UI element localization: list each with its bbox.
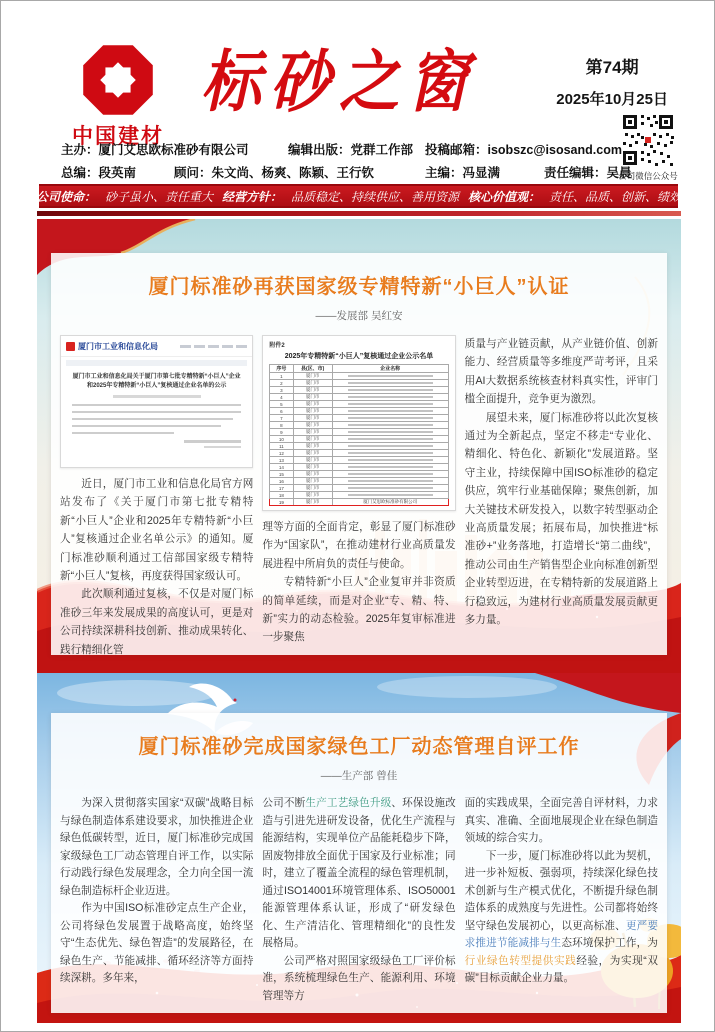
company-values-banner xyxy=(35,184,682,208)
masthead-advisors: 顾问：朱文尚、杨爽、陈颖、王行钦 xyxy=(174,166,375,180)
gov-site-header xyxy=(61,336,252,357)
gov-nav-placeholder xyxy=(180,345,247,348)
gazette-row: 12 厦门市 xyxy=(270,450,448,457)
text-segment: 公司不断 xyxy=(262,797,306,809)
values-text: 责任、品质、创新、绩效 xyxy=(549,189,682,204)
article1-columns xyxy=(51,323,667,659)
article2-paragraph: 作为中国ISO标准砂定点生产企业，公司将绿色发展置于战略高度，始终坚守“生态优先、绿色智造”的发展路径，在绿色生产、节能减排、循环经济等方面持续深耕。多年来， xyxy=(60,902,254,984)
attachment-label: 附件2 xyxy=(269,343,285,349)
text-segment: 下一步，厦门标准砂将以此为契机，进一步补短板、强弱项，持续深化绿色技术创新与生产模式优化，不断提升绿色制造体系的成熟度与先进性。公司都将始终坚守绿色发展初心，以更高标准、 xyxy=(464,849,658,932)
article2-column-2 xyxy=(262,795,455,1005)
article1-column-2 xyxy=(262,335,455,659)
article2-paragraph: 为深入贯彻落实国家“双碳”战略目标与绿色制造体系建设要求，加快推进企业绿色低碳转型，近日，厦门标准砂完成国家级绿色工厂动态管理自评工作，以实际行动践行绿色发展理念，全力向全国一流绿色制造标杆企业迈进。 xyxy=(60,797,254,897)
paper-title: 标砂之窗 xyxy=(201,43,477,122)
article1-column-1 xyxy=(60,335,253,659)
gov-website-screenshot xyxy=(60,335,253,468)
gazette-row: 14 厦门市 xyxy=(270,464,448,471)
article2-column-1 xyxy=(60,795,253,1005)
article2-paragraph: 公司严格对照国家级绿色工厂评价标准，系统梳理绿色生产、能源利用、环境管理等方 xyxy=(262,954,456,1002)
highlighted-text-segment: 生产工艺绿色升级 xyxy=(305,797,392,809)
gov-document-body xyxy=(61,366,252,448)
article1-paragraph: 此次顺利通过复核，不仅是对厦门标准砂三年来发展成果的高度认可，更是对公司持续深耕科技创新、推动成果转化、践行精细化管 xyxy=(60,588,254,656)
article2-byline: ——生产部 曾佳 xyxy=(320,770,398,782)
gazette-row: 3 厦门市 xyxy=(270,387,448,394)
article2-columns xyxy=(51,783,667,1005)
text-segment: 态环境保护工作，为 xyxy=(561,937,658,949)
issue-number: 第74期 xyxy=(585,58,639,77)
gazette-col-company: 企业名称 xyxy=(332,365,448,373)
text-segment: 经验，为实现“双碳”目标贡献企业力量。 xyxy=(464,954,658,984)
policy-text: 品质稳定、持续供应、善用资源 xyxy=(291,189,460,204)
article1-paragraph: 理等方面的全面肯定，彰显了厦门标准砂作为“国家队”，在推动建材行业高质量发展进程中所肩负的责任与使命。 xyxy=(262,521,456,570)
gazette-row: 5 厦门市 xyxy=(270,401,448,408)
gov-date-placeholder xyxy=(204,446,241,449)
article2-title: 厦门标准砂完成国家绿色工厂动态管理自评工作 xyxy=(138,736,580,758)
masthead-publisher: 编辑出版：党群工作部 xyxy=(288,143,414,157)
article1-title: 厦门标准砂再获国家级专精特新“小巨人”认证 xyxy=(148,276,570,298)
logo-org-name: 中国建材 xyxy=(72,125,164,148)
gazette-col-no: 序号 xyxy=(270,365,293,373)
issue-date: 2025年10月25日 xyxy=(556,91,668,108)
gazette-row: 15 厦门市 xyxy=(270,471,448,478)
gazette-row: 13 厦门市 xyxy=(270,457,448,464)
issue-info xyxy=(556,53,668,109)
gov-meta-placeholder xyxy=(113,395,201,398)
gazette-row: 10 厦门市 xyxy=(270,436,448,443)
masthead-email: 投稿邮箱：isobszc@isosand.com xyxy=(425,143,622,157)
text-segment: 、环保设施改造与引进先进研发设备，优化生产流程与能源结构，实现单位产品能耗稳步下降，固废物排放全面优于国家及行业标准；同时，建立了覆盖全流程的绿色管理机制，通过ISO14001环境管理体系、ISO50001能源管理体系认证，形成了“研发绿色化、生产清洁化、管理精细化”的良性发展格局。 xyxy=(262,797,456,949)
gazette-row: 8 厦门市 xyxy=(270,422,448,429)
gazette-row: 17 厦门市 xyxy=(270,485,448,492)
cnbm-logo xyxy=(59,43,177,150)
gazette-row: 7 厦门市 xyxy=(270,415,448,422)
gov-document-title: 厦门市工业和信息化局关于厦门市第七批专精特新“小巨人”企业和2025年专精特新“小巨人”复核通过企业名单的公示 xyxy=(72,374,241,389)
gov-site-name: 厦门市工业和信息化局 xyxy=(78,342,158,351)
gov-emblem-icon xyxy=(66,342,75,351)
gazette-row: 16 厦门市 xyxy=(270,478,448,485)
article2-panel xyxy=(51,713,667,1013)
gazette-table-body xyxy=(270,373,448,506)
article1-byline: ——发展部 吴红安 xyxy=(315,310,403,322)
gov-signature-placeholder xyxy=(184,440,242,443)
mission-text: 砂子虽小、责任重大 xyxy=(104,189,213,204)
article1-paragraph: 专精特新“小巨人”企业复审并非资质的简单延续，而是对企业“专、精、特、新”实力的动态检验。2025年复审标准进一步聚焦 xyxy=(262,576,456,644)
masthead-editor: 主编：冯显满 xyxy=(425,166,501,180)
article1-section xyxy=(37,219,681,673)
gazette-row: 9 厦门市 xyxy=(270,429,448,436)
gazette-row: 18 厦门市 xyxy=(270,492,448,499)
gazette-row: 19 厦门市 厦门艾思欧标准砂有限公司 xyxy=(270,499,448,506)
article1-panel xyxy=(51,253,667,655)
red-divider-rule xyxy=(37,211,681,216)
gazette-table xyxy=(269,364,448,506)
highlighted-text-segment: 更严要求推进节能减排与生 xyxy=(464,919,658,949)
article2-paragraph xyxy=(262,795,455,953)
gazette-col-region: 县(区、市) xyxy=(293,365,332,373)
article1-paragraph: 质量与产业链贡献，从产业链价值、创新能力、经营质量等多维度严苛考评，且采用AI大数据系统核查材料真实性，评审门槛全面提升，竞争更为激烈。 xyxy=(464,338,658,406)
gazette-row: 11 厦门市 xyxy=(270,443,448,450)
values-label: 核心价值观： xyxy=(468,189,541,204)
qr-code-icon xyxy=(620,112,676,168)
article1-paragraph: 展望未来，厦门标准砂将以此次复核通过为全新起点，坚定不移走“专业化、精细化、特色化、新颖化”发展道路。坚守主业，持续保障中国ISO标准砂的稳定供应，筑牢行业基础保障；聚焦创新，加大关键技术研发投入，以数字转型驱动企业高质量发展；拓展布局，加快推进“标准砂+”业务落地，打造增长“第二曲线”，推动公司由生产销售型企业向标准创新型企业转型迈进，在专精特新的发展道路上行稳致远，为建材行业高质量发展贡献更多力量。 xyxy=(464,411,658,627)
masthead-chief-editor: 总编：段英南 xyxy=(61,166,137,180)
article1-column-3 xyxy=(465,335,658,659)
gazette-row: 2 厦门市 xyxy=(270,380,448,387)
highlighted-text-segment: 行业绿色转型提供实践 xyxy=(464,954,577,967)
qr-caption: 公司微信公众号 xyxy=(618,171,678,181)
gazette-title: 2025年专精特新“小巨人”复核通过企业公示名单 xyxy=(284,353,434,360)
article1-paragraph: 近日，厦门市工业和信息化局官方网站发布了《关于厦门市第七批专精特新“小巨人”企业和2025年专精特新“小巨人”复核通过企业名单公示》的通知。厦门标准砂顺利通过工信部国家级专精特新“小巨人”复核，再度获得国家级认可。 xyxy=(60,478,254,583)
policy-label: 经营方针： xyxy=(221,189,282,204)
article2-paragraph: 面的实践成果，全面完善自评材料，力求真实、准确、全面地展现企业在绿色制造领域的综合实力。 xyxy=(464,797,658,844)
article2-section xyxy=(37,673,681,1023)
article2-paragraph xyxy=(465,848,658,988)
cnbm-octagon-star-icon xyxy=(79,43,157,117)
gazette-table-screenshot xyxy=(262,335,455,511)
mission-label: 公司使命： xyxy=(35,189,96,204)
article2-column-3 xyxy=(465,795,658,1005)
masthead-organizer: 主办：厦门艾思欧标准砂有限公司 xyxy=(61,143,249,157)
masthead-duty-editor: 责任编辑：吴晨 xyxy=(544,166,632,180)
gazette-row: 4 厦门市 xyxy=(270,394,448,401)
gazette-row: 1 厦门市 xyxy=(270,373,448,380)
gazette-row: 6 厦门市 xyxy=(270,408,448,415)
